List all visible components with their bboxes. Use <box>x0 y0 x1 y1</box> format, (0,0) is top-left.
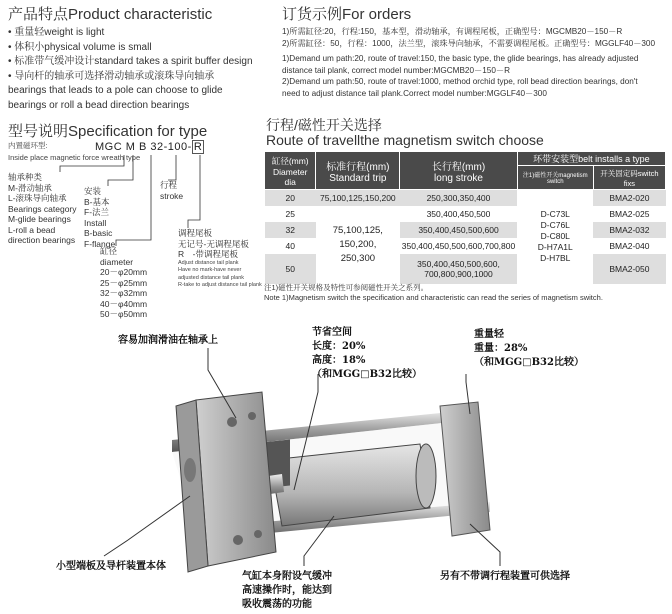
spec-subtitle-cn: 内置磁环型: <box>8 141 48 150</box>
model-install: B <box>138 141 147 153</box>
orders-text: 1)所需缸径:20，行程:150，基本型，滑动轴承，有调程尾板，正确型号：MGCMB20－150－R 2)所需缸径：50，行程：1000，法兰型，滚珠导向轴承，不需要调程尾板。正确型号：MGGLF40－300 1)Demand um path:20, route of travel:150, the basic type, the glide bearings, has already adjusted distance tail plank, correct model number:MGCMB20－150－R 2)Demand um path:50, route of travel:1000, method orchid type, roll bead direction bearings, don't need to adjust distance tail plank.Correct model number:MGGLF40－300 <box>282 27 656 98</box>
model-bore: 32 <box>150 141 164 153</box>
callout-space: 节省空间 长度：20% 高度：18% （和MGG□B32比较） <box>312 327 422 380</box>
stroke-legend: 行程 stroke <box>160 180 184 201</box>
characteristic-item: • 标准带气缓冲设计standard takes a spirit buffer design <box>8 56 253 67</box>
belt-header: 环带安装型belt installs a type <box>517 152 665 166</box>
callout-lube: 容易加润滑油在轴承上 <box>118 335 218 346</box>
spec-subtitle-en: Inside place magnetic force wreath type <box>8 153 141 162</box>
switch-title-en: Route of travellthe magnetism switch choose <box>266 132 544 148</box>
bore-legend: 缸径 diameter 20－φ20mm 25－φ25mm 32－φ32mm 40－φ40mm 50－φ50mm <box>100 246 148 319</box>
table-row: 25 75,100,125, 150,200, 250,300 350,400,450,500 BMA2-025 <box>265 206 666 222</box>
table-row: 50 350,400,450,500,600, 700,800,900,1000 BMA2-050 <box>265 254 666 284</box>
switch-models: D-C73L D-C76L D-C80L D-H7A1L D-H7BL <box>517 190 593 284</box>
model-stroke: 100 <box>167 141 188 153</box>
switch-notes: 注1)磁性开关规格及特性可参阅磁性开关之系列。 Note 1)Magnetism switch the specification and characteristic can read the series of magnetism switch. <box>264 283 603 302</box>
switch-table: 缸径(mm) Diameter dia 标准行程(mm) Standard trip 长行程(mm) long stroke 环带安装型belt installs a type 注1)磁性开关magnetism switch 开关固定码switch fixs 20 75,100,125,150,200 250,300,350,400 D-C73L D-C76L D-C80L D-H7A1L D-H7BL BMA2-020 25 75,100,125, 150,200, 250,300 350,400,450,500 BMA2-025 32 350,400,450,500,600 BMA2-032 40 350,400,450,500,600,700,800 BMA2-040 50 350,400,450,500,600, 700,800,900,1000 BMA2-050 <box>264 151 666 284</box>
model-code: MGC M B 32-100- R <box>95 141 203 153</box>
characteristic-item: bearings that leads to a pole can choose to glide <box>8 85 223 96</box>
spec-title: 型号说明Specification for type <box>8 123 208 140</box>
front-end-plate <box>176 392 276 572</box>
characteristic-title: 产品特点Product characteristic <box>8 6 213 23</box>
orders-title: 订货示例For orders <box>282 6 412 23</box>
characteristic-item: • 体积小physical volume is small <box>8 41 152 53</box>
install-legend: 安装 B-基本 F-法兰 Install B-basic F-flange <box>84 186 116 249</box>
tail-legend: 调程尾板 无记号-无调程尾板 R -带调程尾板 Adjust distance tail plank Have no mark-have never adjusted distance tail plank R-take to adjust distance tail plank <box>178 228 262 288</box>
switch-title-cn: 行程/磁性开关选择 <box>266 117 382 133</box>
callout-adjust: 另有不带调行程装置可供选择 <box>440 571 570 582</box>
characteristic-item: • 导向杆的轴承可选择滑动轴承或滚珠导向轴承 <box>8 70 215 82</box>
callout-weight: 重量轻 重量：28% （和MGG□B32比较） <box>474 329 584 368</box>
model-tail: R <box>193 141 203 153</box>
callout-cushion: 气缸本身附设气缓冲 高速操作时，能达到 吸收震荡的功能 <box>242 571 332 610</box>
characteristic-item: bearings or roll a bead direction bearings <box>8 99 190 111</box>
table-row: 32 350,400,450,500,600 BMA2-032 <box>265 222 666 238</box>
model-prefix: MGC <box>95 141 123 153</box>
table-row: 20 75,100,125,150,200 250,300,350,400 D-C73L D-C76L D-C80L D-H7A1L D-H7BL BMA2-020 <box>265 190 666 206</box>
bearing-legend: 轴承种类 M-滑动轴承 L-滚珠导向轴承 Bearings category M-glide bearings L-roll a bead direction bearings <box>8 172 77 245</box>
callout-endplate: 小型端板及导杆装置本体 <box>56 561 166 572</box>
characteristic-item: • 重量轻weight is light <box>8 27 105 38</box>
model-bearing: M <box>125 141 136 153</box>
table-row: 40 350,400,450,500,600,700,800 BMA2-040 <box>265 238 666 254</box>
